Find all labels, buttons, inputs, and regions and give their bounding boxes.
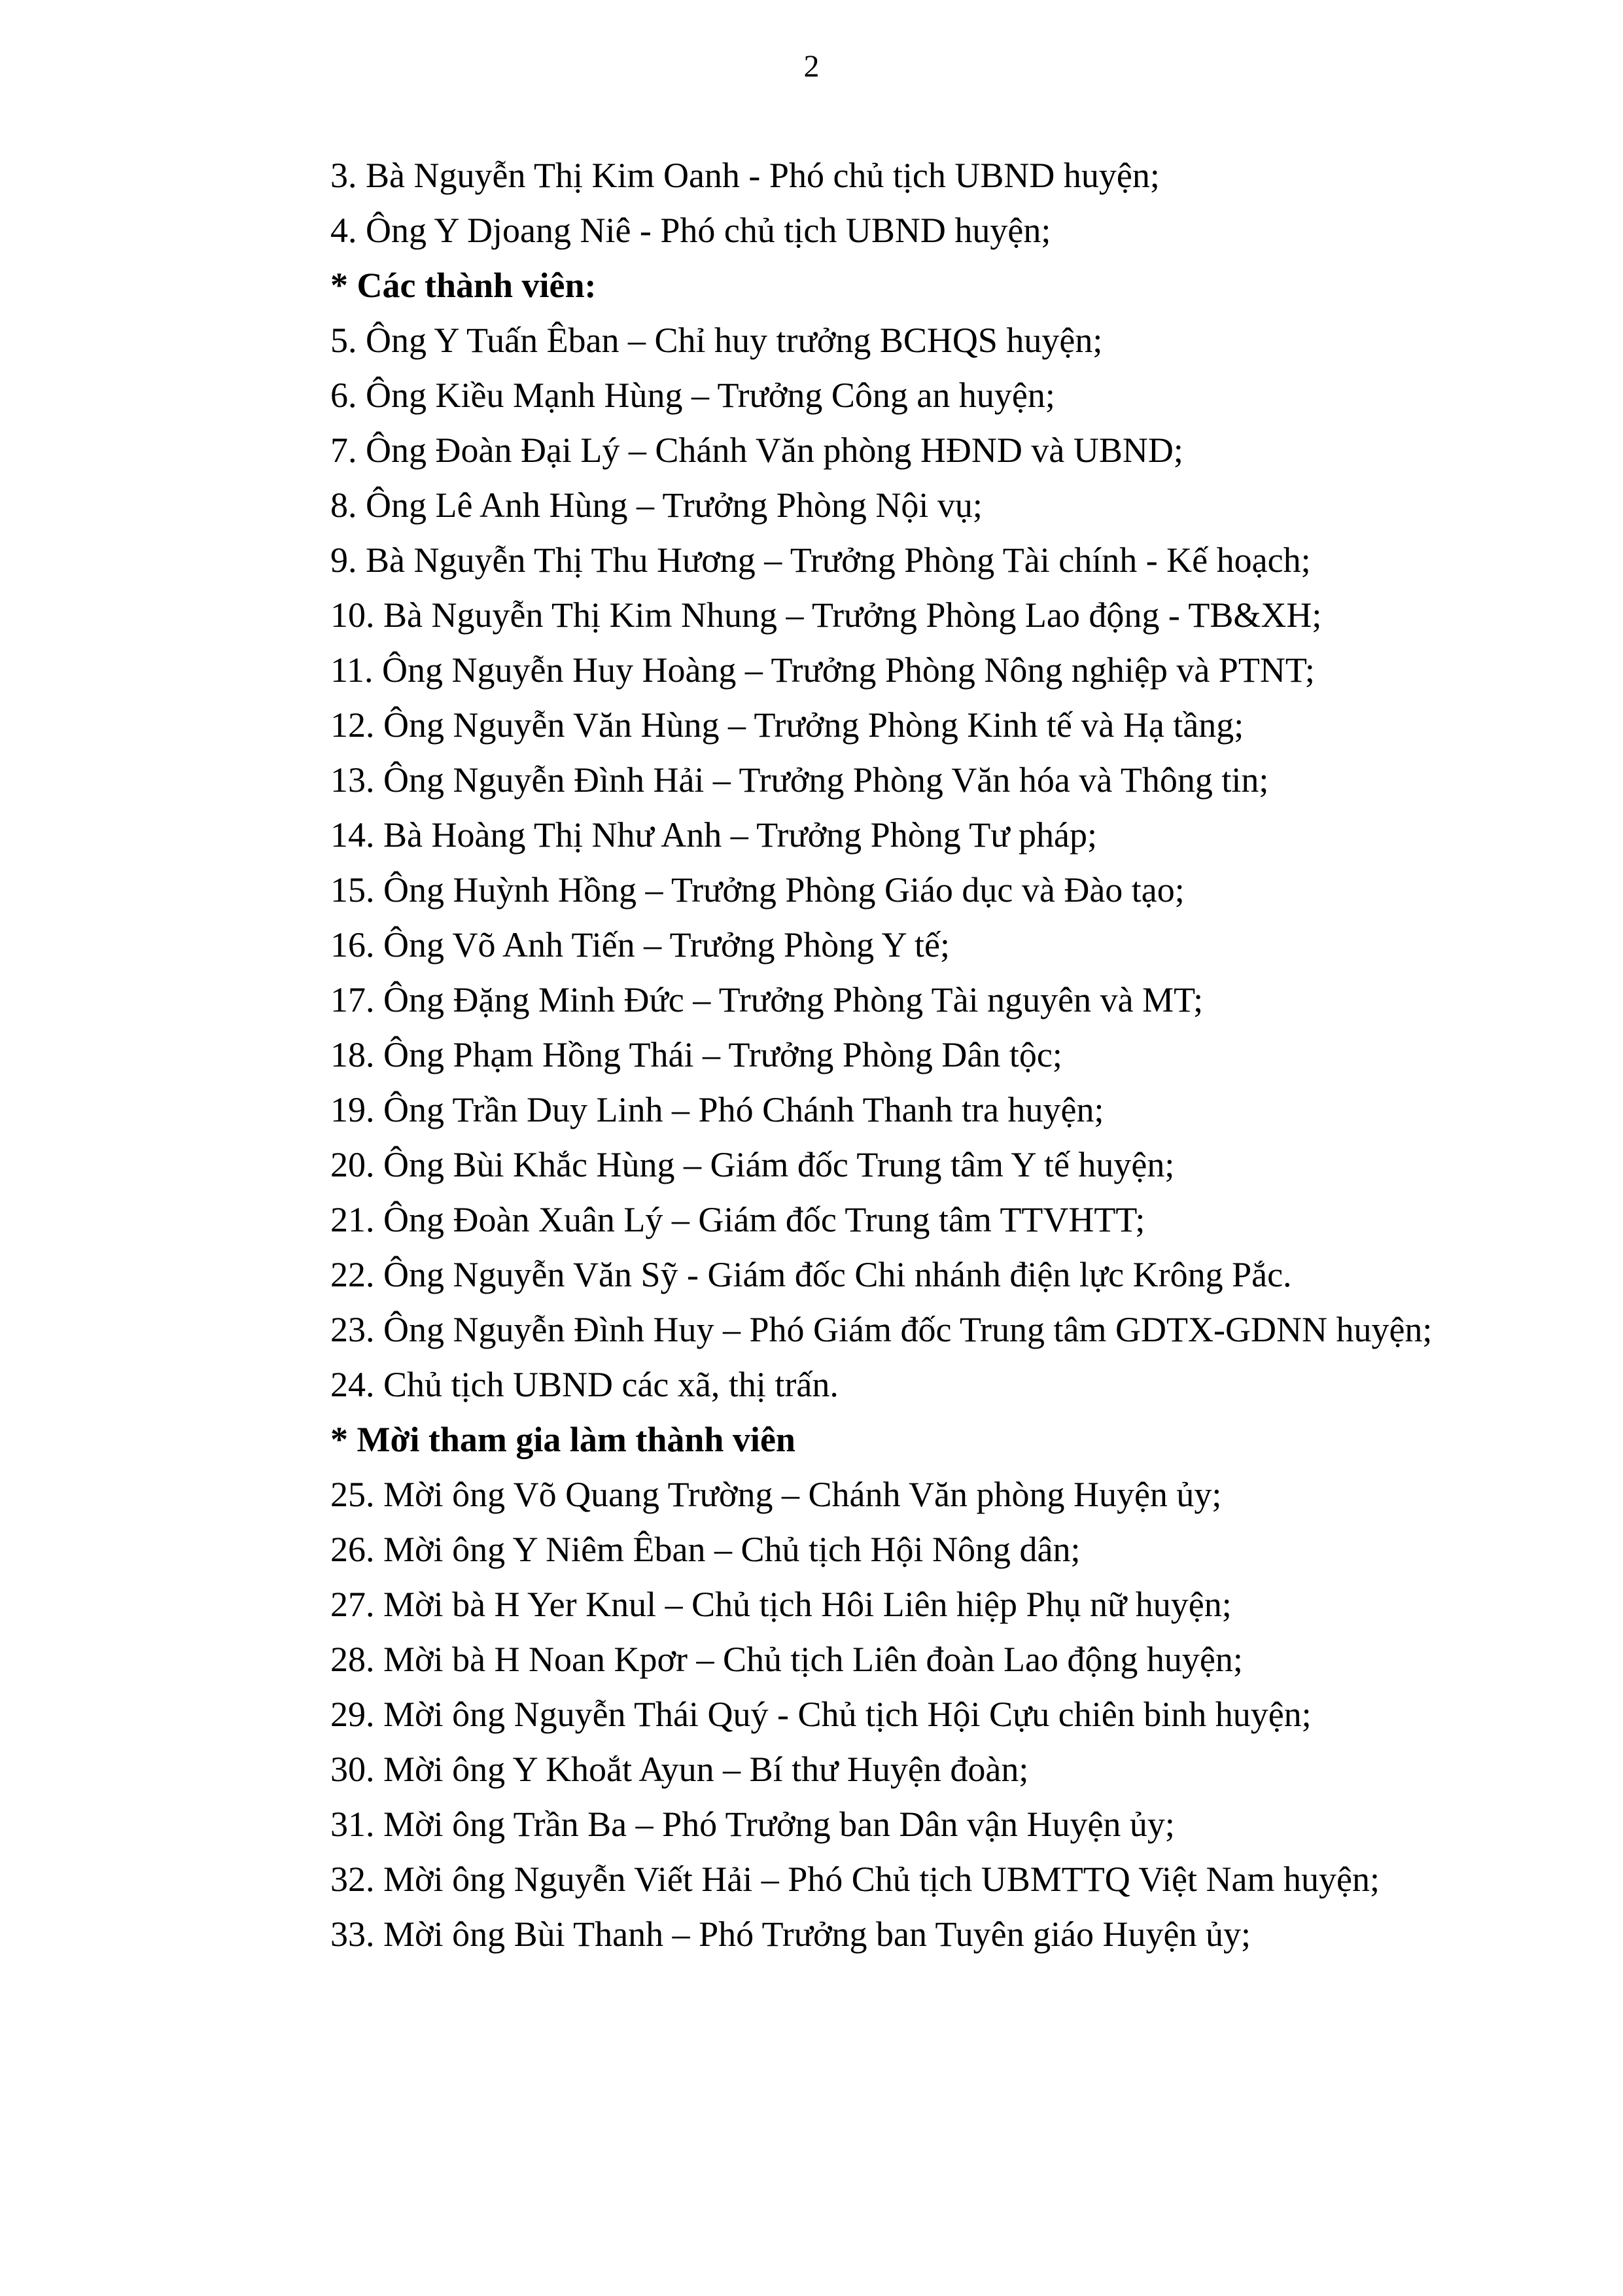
list-item: 13. Ông Nguyễn Đình Hải – Trưởng Phòng Văn hóa và Thông tin; [330, 760, 1269, 800]
list-item: 21. Ông Đoàn Xuân Lý – Giám đốc Trung tâm TTVHTT; [330, 1200, 1145, 1239]
list-item: 9. Bà Nguyễn Thị Thu Hương – Trưởng Phòng Tài chính - Kế hoạch; [330, 540, 1311, 580]
list-item: 24. Chủ tịch UBND các xã, thị trấn. [330, 1365, 839, 1404]
document-body [232, 148, 1472, 1962]
list-item: 3. Bà Nguyễn Thị Kim Oanh - Phó chủ tịch UBND huyện; [330, 156, 1160, 195]
list-item: 29. Mời ông Nguyễn Thái Quý - Chủ tịch Hội Cựu chiên binh huyện; [330, 1695, 1312, 1734]
list-item: 7. Ông Đoàn Đại Lý – Chánh Văn phòng HĐND và UBND; [330, 431, 1183, 470]
list-item: 31. Mời ông Trần Ba – Phó Trưởng ban Dân vận Huyện ủy; [330, 1805, 1175, 1844]
list-item: 15. Ông Huỳnh Hồng – Trưởng Phòng Giáo dục và Đào tạo; [330, 870, 1185, 910]
list-item: 19. Ông Trần Duy Linh – Phó Chánh Thanh tra huyện; [330, 1090, 1104, 1129]
list-item: 25. Mời ông Võ Quang Trường – Chánh Văn phòng Huyện ủy; [330, 1475, 1222, 1514]
page-number: 2 [803, 49, 820, 84]
list-item: 11. Ông Nguyễn Huy Hoàng – Trưởng Phòng Nông nghiệp và PTNT; [330, 650, 1315, 690]
list-item: 10. Bà Nguyễn Thị Kim Nhung – Trưởng Phòng Lao động - TB&XH; [330, 595, 1322, 635]
list-item: 23. Ông Nguyễn Đình Huy – Phó Giám đốc Trung tâm GDTX-GDNN huyện; [330, 1310, 1433, 1349]
list-item: 28. Mời bà H Noan Kpơr – Chủ tịch Liên đoàn Lao động huyện; [330, 1640, 1243, 1679]
list-item: 5. Ông Y Tuấn Êban – Chỉ huy trưởng BCHQS huyện; [330, 321, 1103, 360]
list-item: 8. Ông Lê Anh Hùng – Trưởng Phòng Nội vụ; [330, 486, 983, 525]
section-heading-invited: * Mời tham gia làm thành viên [330, 1420, 795, 1459]
list-item: 30. Mời ông Y Khoắt Ayun – Bí thư Huyện đoàn; [330, 1750, 1029, 1789]
list-item: 27. Mời bà H Yer Knul – Chủ tịch Hôi Liên hiệp Phụ nữ huyện; [330, 1585, 1232, 1624]
list-item: 14. Bà Hoàng Thị Như Anh – Trưởng Phòng Tư pháp; [330, 815, 1097, 855]
section-heading-members: * Các thành viên: [330, 266, 597, 305]
list-item: 17. Ông Đặng Minh Đức – Trưởng Phòng Tài nguyên và MT; [330, 980, 1204, 1019]
list-item: 32. Mời ông Nguyễn Viết Hải – Phó Chủ tịch UBMTTQ Việt Nam huyện; [330, 1860, 1380, 1899]
list-item: 16. Ông Võ Anh Tiến – Trưởng Phòng Y tế; [330, 925, 951, 964]
list-item: 6. Ông Kiều Mạnh Hùng – Trưởng Công an huyện; [330, 376, 1055, 415]
list-item: 12. Ông Nguyễn Văn Hùng – Trưởng Phòng Kinh tế và Hạ tầng; [330, 705, 1244, 745]
list-item: 33. Mời ông Bùi Thanh – Phó Trưởng ban Tuyên giáo Huyện ủy; [330, 1915, 1251, 1954]
list-item: 4. Ông Y Djoang Niê - Phó chủ tịch UBND huyện; [330, 211, 1051, 250]
list-item: 18. Ông Phạm Hồng Thái – Trưởng Phòng Dân tộc; [330, 1035, 1062, 1074]
list-item: 26. Mời ông Y Niêm Êban – Chủ tịch Hội Nông dân; [330, 1530, 1081, 1569]
list-item: 22. Ông Nguyễn Văn Sỹ - Giám đốc Chi nhánh điện lực Krông Pắc. [330, 1255, 1292, 1294]
list-item: 20. Ông Bùi Khắc Hùng – Giám đốc Trung tâm Y tế huyện; [330, 1145, 1175, 1184]
